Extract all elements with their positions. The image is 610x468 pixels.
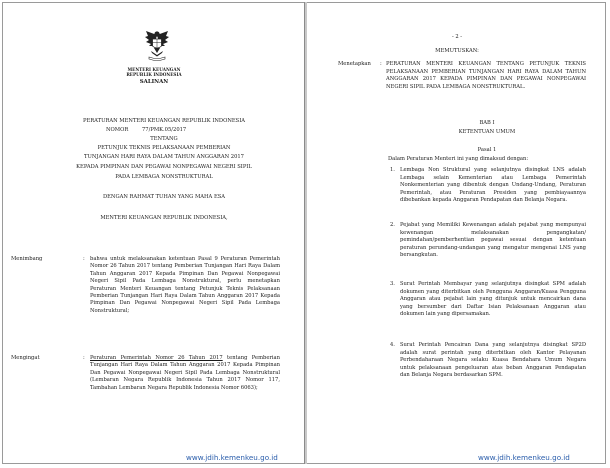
pp-26-2017-link[interactable]: Peraturan Pemerintah Nomor 26 Tahun 2017: [90, 355, 223, 361]
emblem-caption-line1: MENTERI KEUANGAN: [127, 67, 181, 72]
pasal-label: Pasal 1: [477, 147, 497, 153]
garuda-emblem-icon: [144, 29, 170, 65]
jdih-footer-link-2[interactable]: www.jdih.kemenkeu.go.id: [478, 453, 570, 462]
bab-title: KETENTUAN UMUM: [458, 129, 516, 135]
item-4-number: 4.: [390, 342, 395, 348]
emblem-caption-line2: REPUBLIK INDONESIA: [126, 71, 182, 77]
subject-line-2: TUNJANGAN HARI RAYA DALAM TAHUN ANGGARAN 2017: [84, 154, 244, 160]
mengingat-colon: :: [83, 355, 85, 361]
bab-label: BAB I: [479, 120, 495, 126]
menimbang-label: Menimbang: [11, 256, 43, 262]
mengingat-text: tentang Pemberian Tunjangan Hari Raya Dalam Tahun Anggaran 2017 Kepada Pimpinan Dan Pegawai Nonpegawai Negeri Sipil Pada Lembaga Nonstruktural (Lembaran Negara Republik Indonesia Tahun 2017 Nomor 117, Tambahan Lembaran Negara Republik Indonesia Nomor 6063);: [90, 355, 280, 391]
item-4-text: Surat Perintah Pencairan Dana yang selanjutnya disingkat SP2D adalah surat perintah yang diterbitkan oleh Kantor Pelayanan Perbendaharaan Negara selaku Kuasa Bendahara Umum Negara untuk pelaksanaan pengeluaran atas beban Anggaran Pendapatan dan Belanja Negara berdasarkan SPM.: [400, 342, 586, 379]
nomor-value: 77/PMK.05/2017: [142, 127, 187, 133]
page-number: - 2 -: [451, 34, 463, 40]
subject-line-4: PADA LEMBAGA NONSTRUKTURAL: [115, 174, 213, 180]
mengingat-label: Mengingat: [11, 355, 40, 361]
item-1-number: 1.: [390, 167, 395, 173]
menimbang-colon: :: [83, 256, 85, 262]
menetapkan-text: PERATURAN MENTERI KEUANGAN TENTANG PETUNJUK TEKNIS PELAKSANAAN PEMBERIAN TUNJANGAN HARI RAYA DALAM TAHUN ANGGARAN 2017 KEPADA PIMPINAN DAN PEGAWAI NONPEGAWAI NEGERI SIPIL PADA LEMBAGA NONSTRUKTURAL.: [386, 61, 586, 90]
subject-line-1: PETUNJUK TEKNIS PELAKSANAAN PEMBERIAN: [97, 145, 231, 151]
item-2-text: Pejabat yang Memiliki Kewenangan adalah pejabat yang mempunyai kewenangan melaksanakan pengangkatan/ pemindahan/pemberhentian pegawai sesuai dengan ketentuan peraturan perundang-undangan yang mengatur mengenai LNS yang bersangkutan.: [400, 222, 586, 259]
item-2-number: 2.: [390, 222, 395, 228]
salinan-label: SALINAN: [139, 79, 169, 85]
menimbang-text: bahwa untuk melaksanakan ketentuan Pasal 9 Peraturan Pemerintah Nomor 26 Tahun 2017 tentang Pemberian Tunjangan Hari Raya Dalam Tahun Anggaran 2017 Kepada Pimpinan Dan Pegawai Nonpegawai Negeri Sipil Pada Lembaga Nonstruktural, perlu menetapkan Peraturan Menteri Keuangan tentang Petunjuk Teknis Pelaksanaan Pemberian Tunjangan Hari Raya Dalam Tahun Anggaran 2017 Kepada Pimpinan Dan Pegawai Nonpegawai Negeri Sipil Pada Lembaga Nonstruktural;: [90, 256, 280, 314]
page-divider: [304, 2, 307, 464]
rahmat-line: DENGAN RAHMAT TUHAN YANG MAHA ESA: [102, 194, 226, 200]
item-1-text: Lembaga Non Struktural yang selanjutnya disingkat LNS adalah Lembaga selain Kementerian atau Lembaga Pemerintah Nonkementerian yang dibentuk dengan Undang-Undang, Peraturan Pemerintah, atau Peraturan Presiden yang pembiayaannya dibebankan kepada Anggaran Pendapatan dan Belanja Negara.: [400, 167, 586, 204]
pasal-intro: Dalam Peraturan Menteri ini yang dimaksud dengan:: [388, 156, 529, 162]
page-1: [6, 4, 302, 462]
menetapkan-label: Menetapkan: [338, 61, 371, 67]
jdih-footer-link[interactable]: www.jdih.kemenkeu.go.id: [186, 453, 278, 462]
menteri-line: MENTERI KEUANGAN REPUBLIK INDONESIA,: [100, 215, 228, 221]
item-3-number: 3.: [390, 281, 395, 287]
memutuskan-label: MEMUTUSKAN:: [435, 48, 479, 54]
subject-line-3: KEPADA PIMPINAN DAN PEGAWAI NONPEGAWAI NEGERI SIPIL: [76, 164, 252, 170]
menetapkan-colon: :: [380, 61, 382, 67]
item-3-text: Surat Perintah Membayar yang selanjutnya disingkat SPM adalah dokumen yang diterbitkan oleh Pengguna Anggaran/Kuasa Pengguna Anggaran atau pejabat lain yang ditunjuk untuk mencairkan dana yang bersumber dari Daftar Isian Pelaksanaan Anggaran atau dokumen lain yang dipersamakan.: [400, 281, 586, 318]
regulation-title: PERATURAN MENTERI KEUANGAN REPUBLIK INDONESIA: [82, 118, 245, 124]
tentang-label: TENTANG: [150, 136, 178, 142]
mengingat-paragraph: [90, 355, 280, 392]
page-2: [310, 4, 604, 462]
nomor-label: NOMOR: [106, 127, 129, 133]
